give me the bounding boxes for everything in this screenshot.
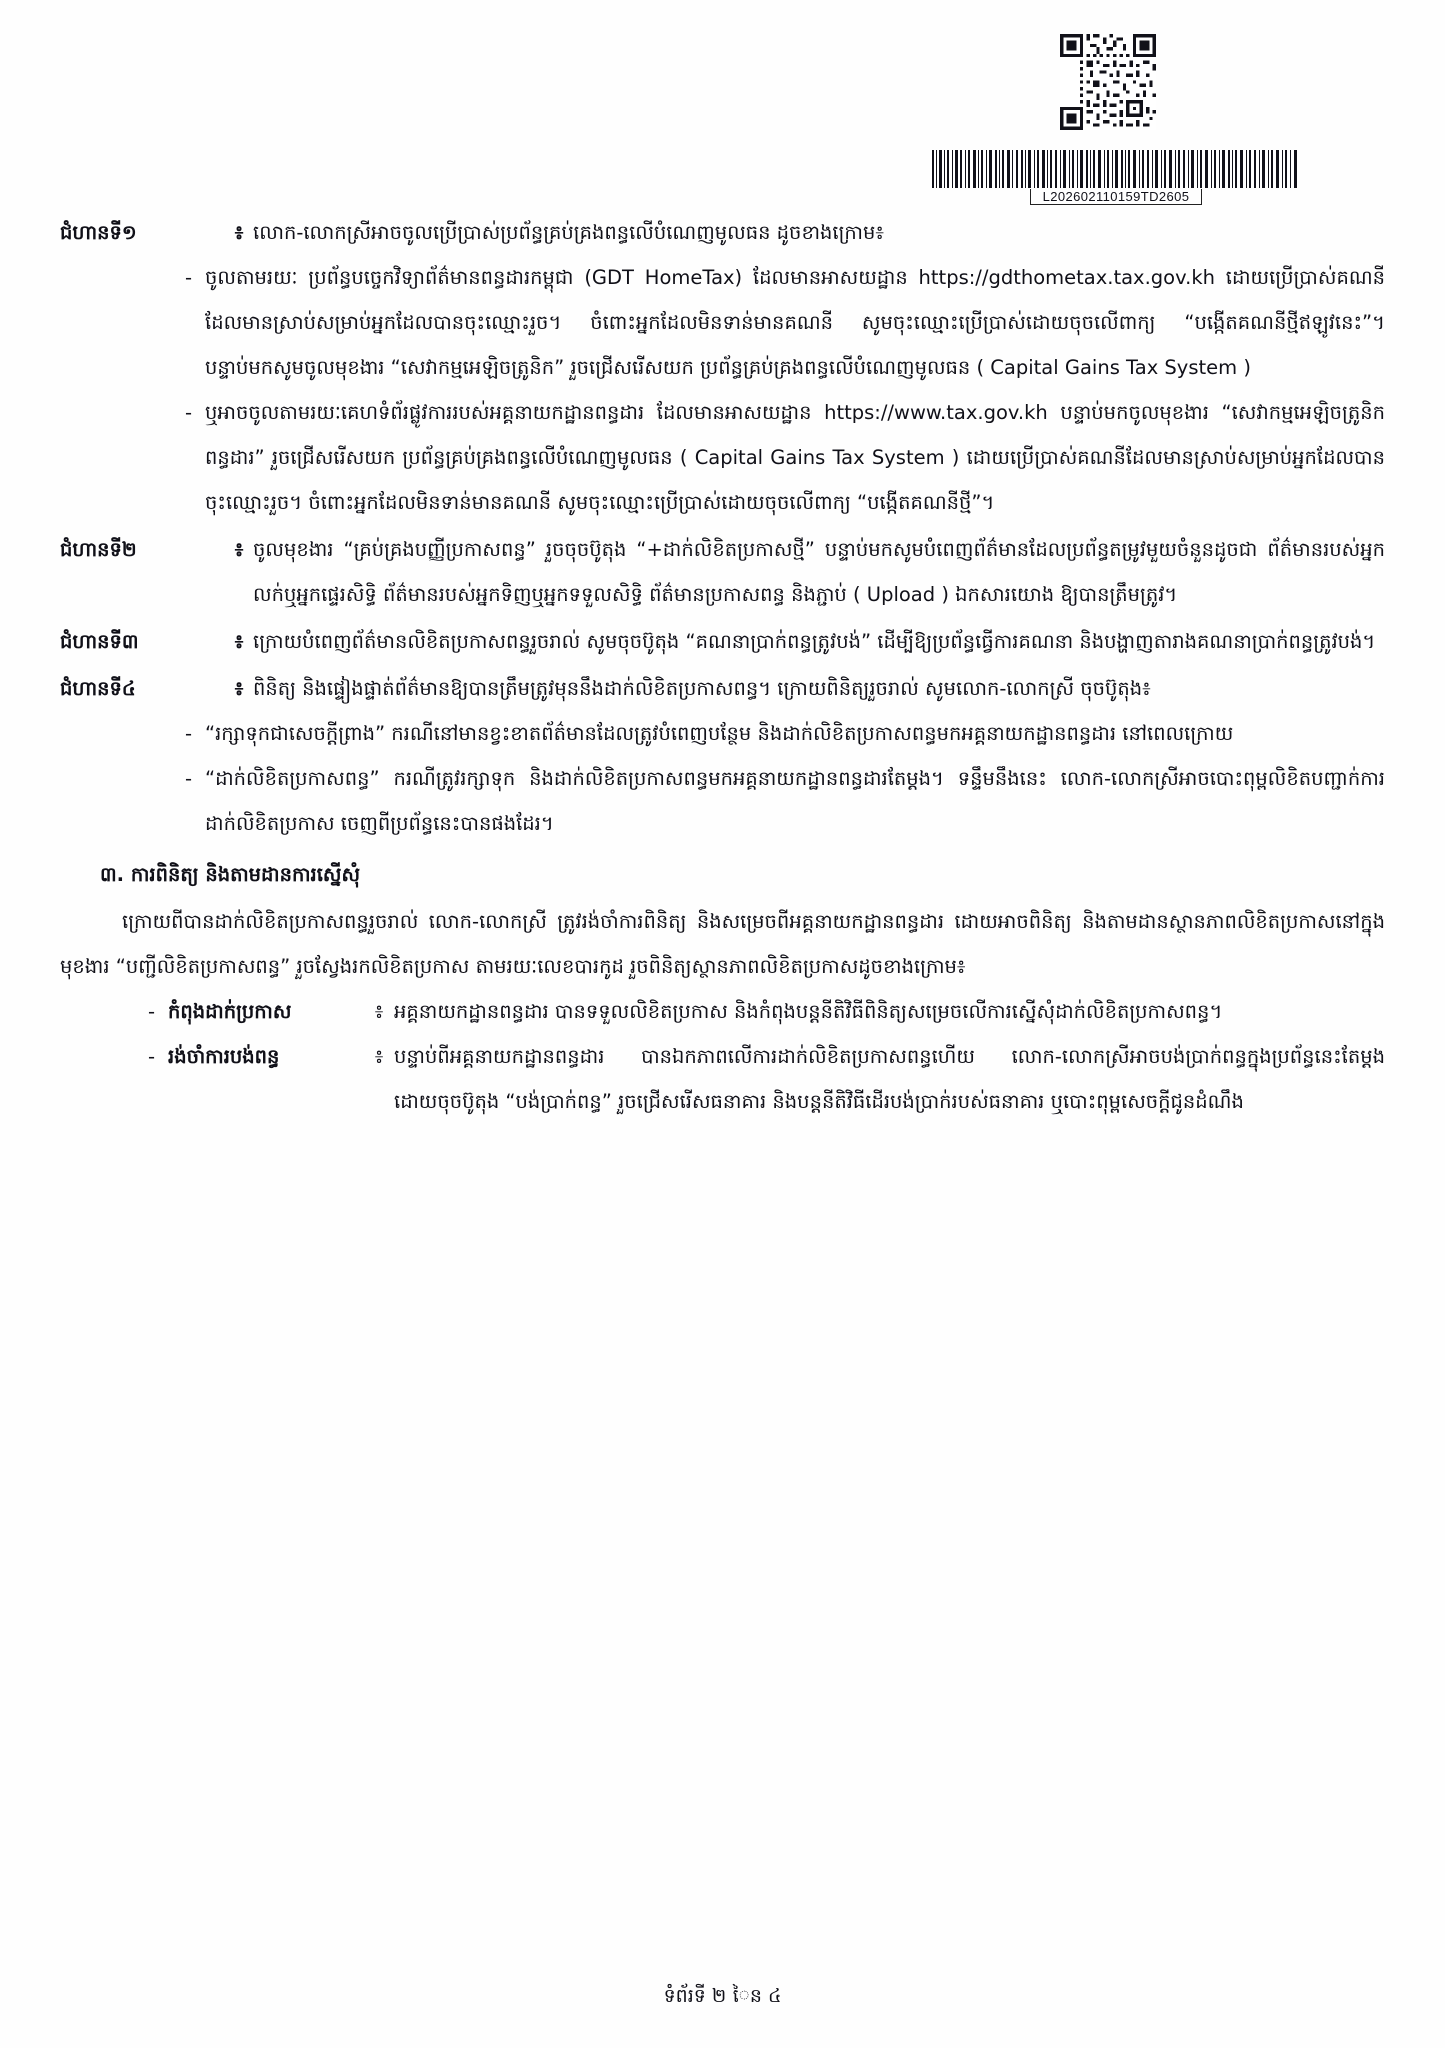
barcode-graphic <box>930 150 1300 188</box>
status-item-1-label: កំពុងដាក់ប្រកាស <box>168 1000 292 1023</box>
step-3-colon: ៖ <box>234 630 244 653</box>
article-step-4 <box>60 666 1385 711</box>
step-2-colon: ៖ <box>234 538 244 561</box>
status-item-1 <box>148 989 1385 1034</box>
step-4-bullet-1-text: “រក្សាទុកជាសេចក្តីព្រាង” ករណីនៅមានខ្វះខាតព័ត៌មានដែលត្រូវបំពេញបន្ថែម និងដាក់លិខិតប្រកាសពន្ធមកអគ្គនាយកដ្ឋានពន្ធដារ នៅពេលក្រោយ <box>205 722 1234 745</box>
step-4-bullet-2-text: “ដាក់លិខិតប្រកាសពន្ធ” ករណីត្រូវរក្សាទុក និងដាក់លិខិតប្រកាសពន្ធមកអគ្គនាយកដ្ឋានពន្ធដារតែម្តង។ ទន្ទឹមនឹងនេះ លោក-លោកស្រីអាចបោះពុម្ពលិខិតបញ្ជាក់ការដាក់លិខិតប្រកាស ចេញពីប្រព័ន្ធនេះបានផងដែរ។ <box>205 767 1385 835</box>
status-item-2-colon: ៖ <box>374 1045 384 1068</box>
section-heading: ៣. ការពិនិត្យ និងតាមដានការស្នើសុំ <box>100 863 361 886</box>
step-1-bullet-2 <box>185 390 1385 525</box>
step-2-intro: ចូលមុខងារ “គ្រប់គ្រងបញ្ញីប្រកាសពន្ធ” រួចចុចប៊ូតុង “+ដាក់លិខិតប្រកាសថ្មី” បន្ទាប់មកសូមបំពេញព័ត៌មានដែលប្រព័ន្ធតម្រូវមួយចំនួនដូចជា ព័ត៌មានរបស់អ្នកលក់ឬអ្នកផ្ទេរសិទ្ធិ ព័ត៌មានរបស់អ្នកទិញឬអ្នកទទួលសិទ្ធិ ព័ត៌មានប្រកាសពន្ធ និងភ្ជាប់ ( Upload ) ឯកសារយោង ឱ្យបានត្រឹមត្រូវ។ <box>253 538 1385 606</box>
article-step-1 <box>60 210 1385 255</box>
status-item-1-text: អគ្គនាយកដ្ឋានពន្ធដារ បានទទួលលិខិតប្រកាស និងកំពុងបន្តនីតិវិធីពិនិត្យសម្រេចលើការស្នើសុំដាក់លិខិតប្រកាសពន្ធ។ <box>394 1000 1223 1023</box>
section-paragraph: ក្រោយពីបានដាក់លិខិតប្រកាសពន្ធរួចរាល់ លោក-លោកស្រី ត្រូវរង់ចាំការពិនិត្យ និងសម្រេចពីអគ្គនាយកដ្ឋានពន្ធដារ ដោយអាចពិនិត្យ និងតាមដានស្ថានភាពលិខិតប្រកាសនៅក្នុងមុខងារ “បញ្ជីលិខិតប្រកាសពន្ធ” រួចស្វែងរកលិខិតប្រកាស តាមរយៈលេខបារកូដ រួចពិនិត្យស្ថានភាពលិខិតប្រកាសដូចខាងក្រោម៖ <box>60 910 1385 978</box>
step-4-label: ជំហានទី៤ <box>60 677 136 700</box>
step-2-label: ជំហានទី២ <box>60 538 137 561</box>
step-1-bullet-1 <box>185 255 1385 390</box>
step-4-colon: ៖ <box>234 677 244 700</box>
status-item-2-label: រង់ចាំការបង់ពន្ធ <box>168 1045 280 1068</box>
bullet-dash-icon: - <box>185 266 193 289</box>
status-item-2-text: បន្ទាប់ពីអគ្គនាយកដ្ឋានពន្ធដារ បានឯកភាពលើការដាក់លិខិតប្រកាសពន្ធហើយ លោក-លោកស្រីអាចបង់ប្រាក់ពន្ធក្នុងប្រព័ន្ធនេះតែម្តង ដោយចុចប៊ូតុង “បង់ប្រាក់ពន្ធ” រួចជ្រើសរើសធនាគារ និងបន្តនីតិវិធីដើរបង់ប្រាក់របស់ធនាគារ ឬបោះពុម្ពសេចក្តីជូនដំណឹង <box>394 1045 1385 1113</box>
qr-code <box>1060 34 1156 130</box>
step-4-intro: ពិនិត្យ និងផ្ទៀងផ្ទាត់ព័ត៌មានឱ្យបានត្រឹមត្រូវមុននឹងដាក់លិខិតប្រកាសពន្ធ។ ក្រោយពិនិត្យរួចរាល់ សូមលោក-លោកស្រី ចុចប៊ូតុង៖ <box>253 677 1151 700</box>
article-step-2 <box>60 527 1385 617</box>
article-step-3 <box>60 619 1385 664</box>
bullet-dash-icon: - <box>148 1000 156 1023</box>
status-item-2 <box>148 1034 1385 1124</box>
step-3-intro: ក្រោយបំពេញព័ត៌មានលិខិតប្រកាសពន្ធរួចរាល់ សូមចុចប៊ូតុង “គណនាប្រាក់ពន្ធត្រូវបង់” ដើម្បីឱ្យប្រព័ន្ធធ្វើការគណនា និងបង្ហាញតារាងគណនាប្រាក់ពន្ធត្រូវបង់។ <box>253 630 1376 653</box>
step-1-bullet-2-text: ឬអាចចូលតាមរយៈគេហទំព័រផ្លូវការរបស់អគ្គនាយកដ្ឋានពន្ធដារ ដែលមានអាសយដ្ឋាន https://www.tax.gov.kh បន្ទាប់មកចូលមុខងារ “សេវាកម្មអេឡិចត្រូនិកពន្ធដារ” រួចជ្រើសរើសយក ប្រព័ន្ធគ្រប់គ្រងពន្ធលើបំណេញមូលធន ( Capital Gains Tax System ) ដោយប្រើប្រាស់គណនីដែលមានស្រាប់សម្រាប់អ្នកដែលបានចុះឈ្មោះរួច។ ចំពោះអ្នកដែលមិនទាន់មានគណនី សូមចុះឈ្មោះប្រើប្រាស់ដោយចុចលើពាក្យ “បង្កើតគណនីថ្មី”។ <box>205 401 1385 514</box>
document-body <box>0 210 1445 1124</box>
step-3-label: ជំហានទី៣ <box>60 630 139 653</box>
qr-code-graphic <box>1060 34 1156 130</box>
bullet-dash-icon: - <box>185 722 193 745</box>
step-4-bullet-2 <box>185 756 1385 846</box>
bullet-dash-icon: - <box>185 767 193 790</box>
status-item-1-colon: ៖ <box>374 1000 384 1023</box>
step-4-bullet-1 <box>185 711 1385 756</box>
header-marks <box>930 34 1350 205</box>
step-1-label: ជំហានទី១ <box>60 221 137 244</box>
barcode-number: L202602110159TD2605 <box>1030 189 1202 205</box>
page-footer: ទំព័រទី ២ ៃន ៤ <box>663 1985 782 2007</box>
barcode <box>930 150 1300 205</box>
bullet-dash-icon: - <box>185 401 193 424</box>
step-1-intro: លោក-លោកស្រីអាចចូលប្រើប្រាស់ប្រព័ន្ធគ្រប់គ្រងពន្ធលើបំណេញមូលធន ដូចខាងក្រោម៖ <box>253 221 884 244</box>
step-1-colon: ៖ <box>234 221 244 244</box>
bullet-dash-icon: - <box>148 1045 156 1068</box>
step-1-bullet-1-text: ចូលតាមរយៈ ប្រព័ន្ធបច្ចេកវិទ្យាព័ត៌មានពន្ធដារកម្ពុជា (GDT HomeTax) ដែលមានអាសយដ្ឋាន https://gdthometax.tax.gov.kh ដោយប្រើប្រាស់គណនីដែលមានស្រាប់សម្រាប់អ្នកដែលបានចុះឈ្មោះរួច។ ចំពោះអ្នកដែលមិនទាន់មានគណនី សូមចុះឈ្មោះប្រើប្រាស់ដោយចុចលើពាក្យ “បង្កើតគណនីថ្មីឥឡូវនេះ”។ បន្ទាប់មកសូមចូលមុខងារ “សេវាកម្មអេឡិចត្រូនិក” រួចជ្រើសរើសយក ប្រព័ន្ធគ្រប់គ្រងពន្ធលើបំណេញមូលធន ( Capital Gains Tax System ) <box>205 266 1385 379</box>
